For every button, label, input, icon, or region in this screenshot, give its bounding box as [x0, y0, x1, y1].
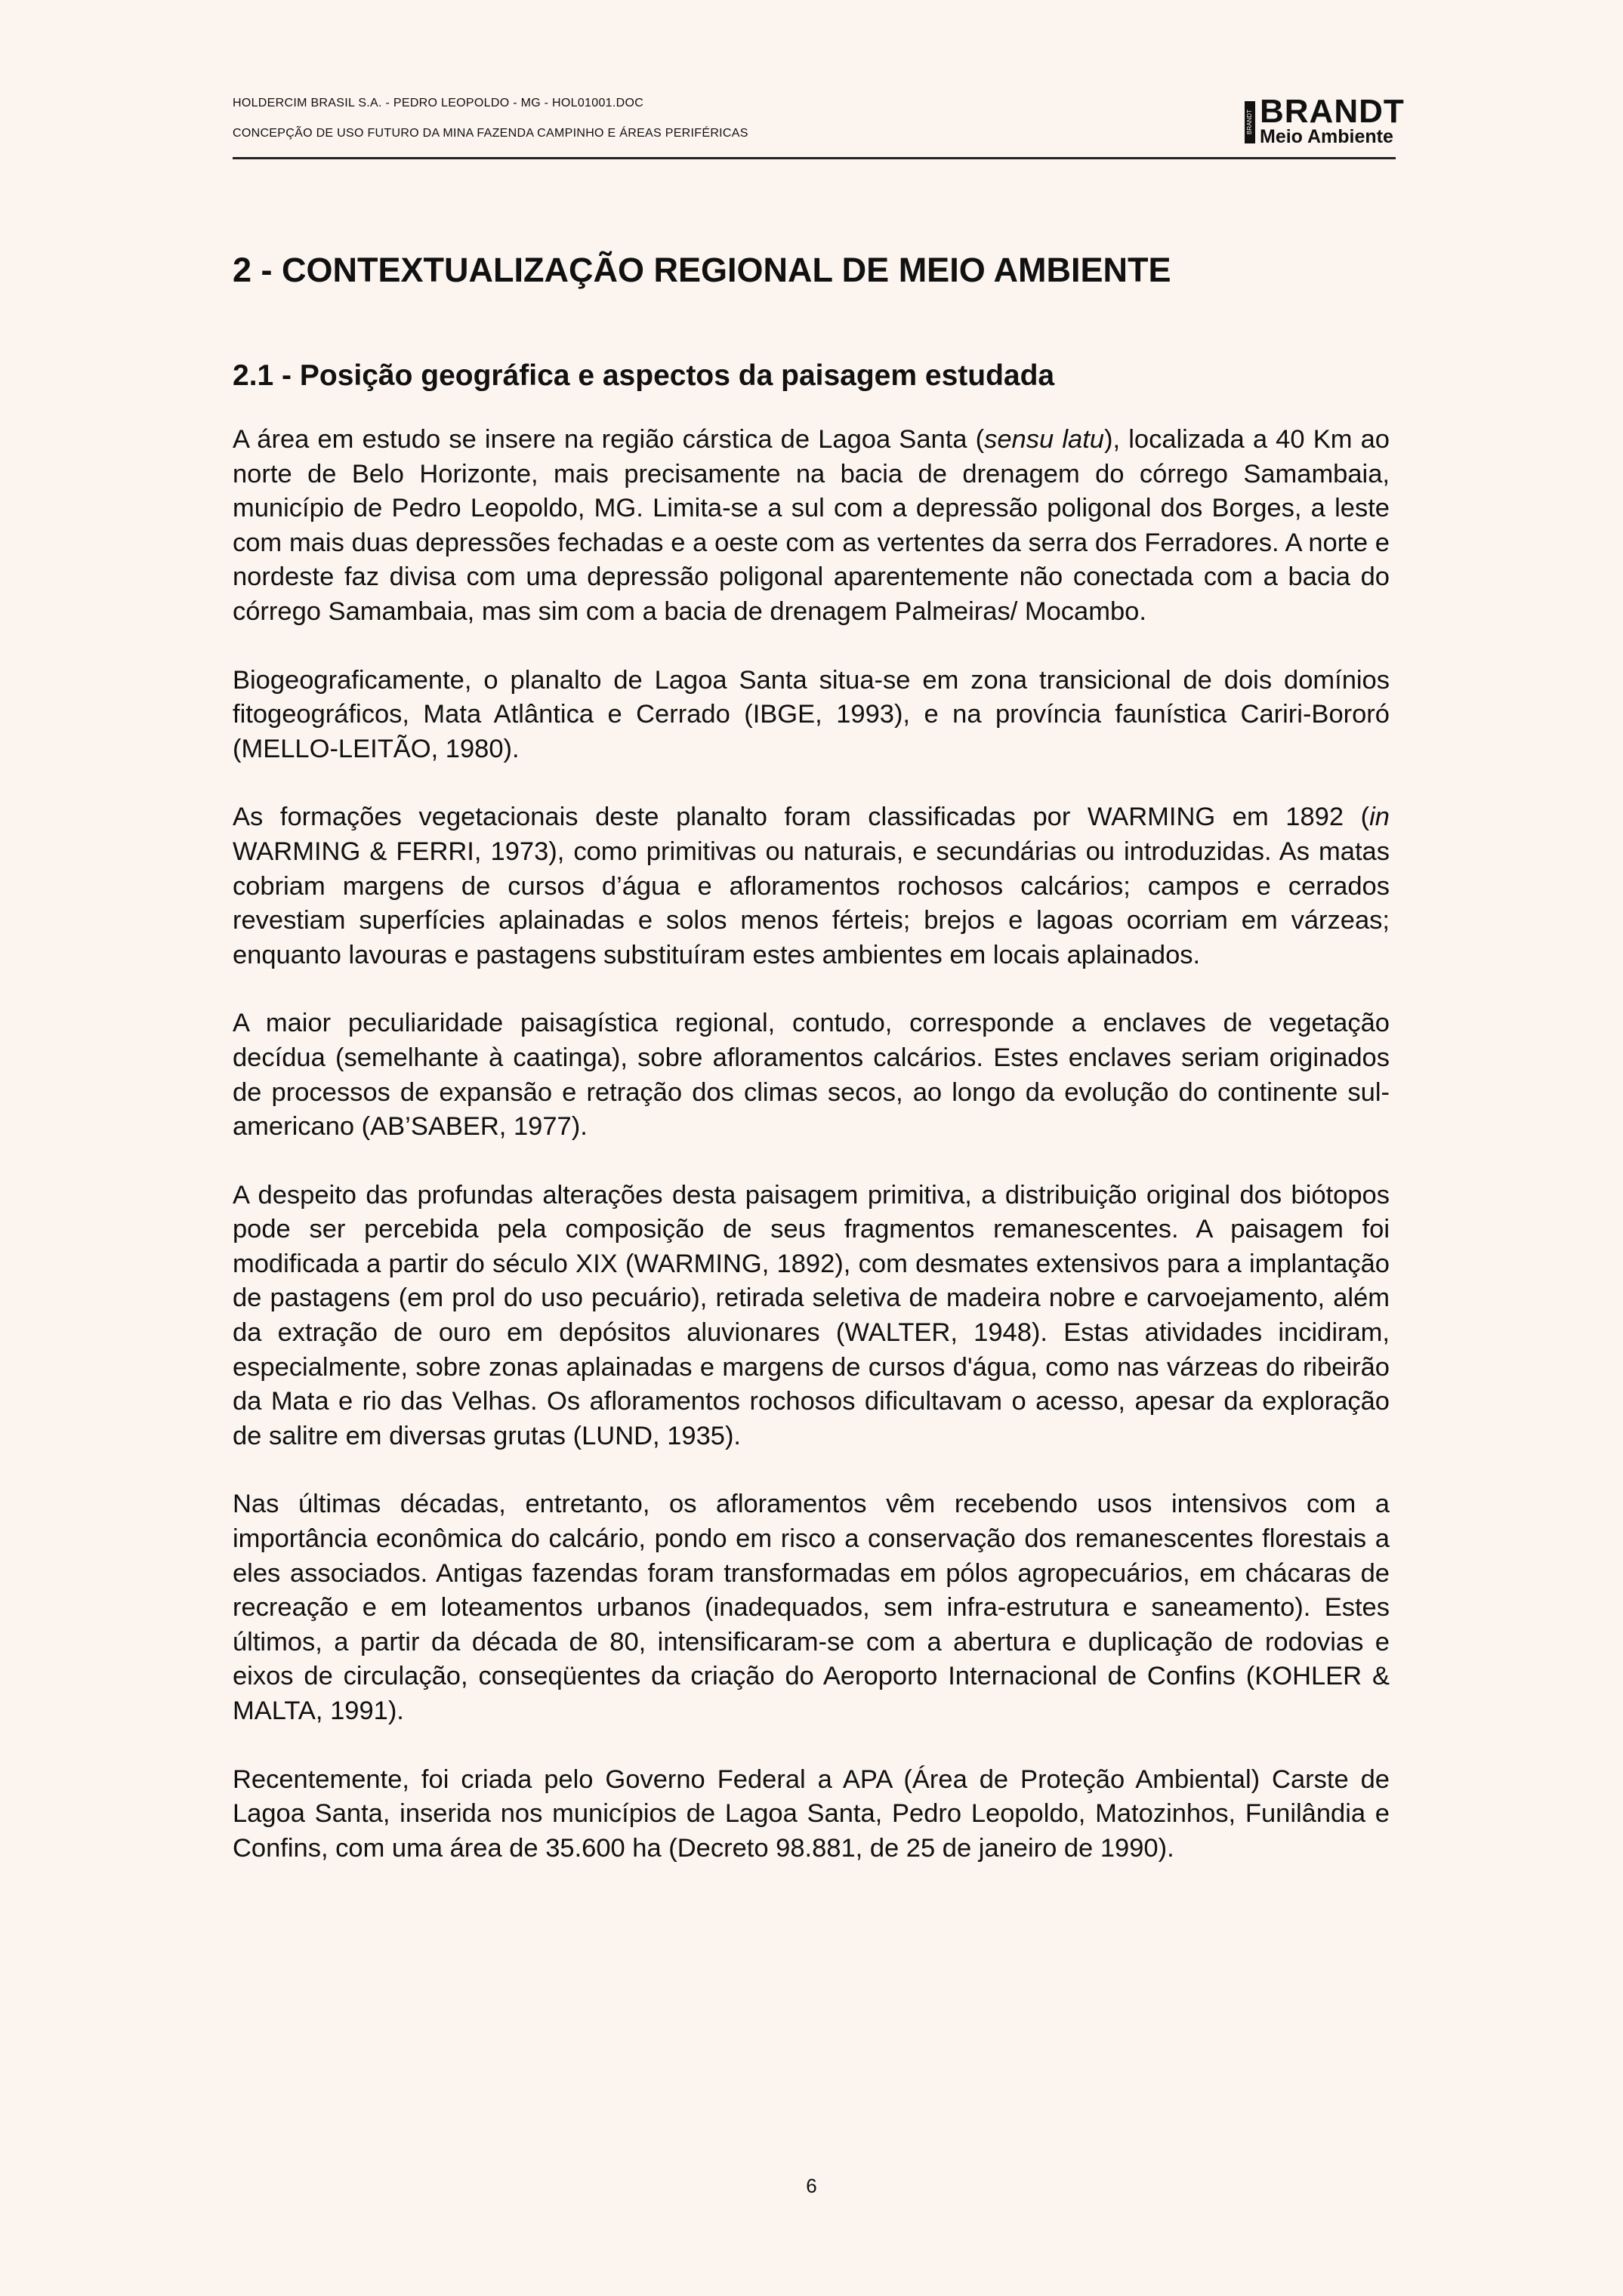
brandt-logo [1245, 93, 1405, 147]
paragraph-1-text-b: ), localizada a 40 Km ao norte de Belo Horizonte, mais precisamente na bacia de drenagem do córrego Samambaia, município de Pedro Leopoldo, MG. Limita-se a sul com a depressão poligonal dos Borges, a leste com mais duas depressões fechadas e a oeste com as vertentes da serra dos Ferradores. A norte e nordeste faz divisa com uma depressão poligonal aparentemente não conectada com a bacia do córrego Samambaia, mas sim com a bacia de drenagem Palmeiras/ Mocambo. [233, 425, 1390, 626]
header-project-title: CONCEPÇÃO DE USO FUTURO DA MINA FAZENDA CAMPINHO E ÁREAS PERIFÉRICAS [233, 127, 748, 140]
section-heading: 2.1 - Posição geográfica e aspectos da paisagem estudada [233, 359, 1055, 392]
logo-brand-text: BRANDT [1260, 93, 1405, 130]
paragraph-1-emphasis: sensu latu [984, 425, 1104, 454]
paragraph-6: Nas últimas décadas, entretanto, os afloramentos vêm recebendo usos intensivos com a importância econômica do calcário, pondo em risco a conservação dos remanescentes florestais a eles associados. Antigas fazendas foram transformadas em pólos agropecuários, em chácaras de recreação e em loteamentos urbanos (inadequados, sem infra-estrutura e saneamento). Estes últimos, a partir da década de 80, intensificaram-se com a abertura e duplicação de rodovias e eixos de circulação, conseqüentes da criação do Aeroporto Internacional de Confins (KOHLER & MALTA, 1991). [233, 1490, 1390, 1725]
paragraph-1 [233, 423, 1390, 630]
logo-subtitle: Meio Ambiente [1260, 126, 1393, 147]
page-header [233, 93, 1405, 159]
paragraph-2: Biogeograficamente, o planalto de Lagoa Santa situa-se em zona transicional de dois domínios fitogeográficos, Mata Atlântica e Cerrado (IBGE, 1993), e na província faunística Cariri-Bororó (MELLO-LEITÃO, 1980). [233, 665, 1390, 763]
header-document-reference: HOLDERCIM BRASIL S.A. - PEDRO LEOPOLDO - MG - HOL01001.DOC [233, 97, 644, 109]
logo-side-strip: BRANDT [1245, 101, 1255, 143]
paragraph-5: A despeito das profundas alterações desta paisagem primitiva, a distribuição original dos biótopos pode ser percebida pela composição de seus fragmentos remanescentes. A paisagem foi modificada a partir do século XIX (WARMING, 1892), com desmates extensivos para a implantação de pastagens (em prol do uso pecuário), retirada seletiva de madeira nobre e carvoejamento, além da extração de ouro em depósitos aluvionares (WALTER, 1948). Estas atividades incidiram, especialmente, sobre zonas aplainadas e margens de cursos d'água, como nas várzeas do ribeirão da Mata e rio das Velhas. Os afloramentos rochosos dificultavam o acesso, apesar da exploração de salitre em diversas grutas (LUND, 1935). [233, 1180, 1390, 1450]
page-number: 6 [806, 2174, 817, 2197]
paragraph-3-text-b: WARMING & FERRI, 1973), como primitivas ou naturais, e secundárias ou introduzidas. As matas cobriam margens de cursos d’água e afloramentos rochosos calcários; campos e cerrados revestiam superfícies aplainadas e solos menos férteis; brejos e lagoas ocorriam em várzeas; enquanto lavouras e pastagens substituíram estes ambientes em locais aplainados. [233, 837, 1390, 969]
chapter-title: 2 - CONTEXTUALIZAÇÃO REGIONAL DE MEIO AMBIENTE [233, 251, 1171, 289]
paragraph-3 [233, 800, 1390, 972]
page-content [233, 249, 1390, 1866]
paragraph-4: A maior peculiaridade paisagística regional, contudo, corresponde a enclaves de vegetação decídua (semelhante à caatinga), sobre afloramentos calcários. Estes enclaves seriam originados de processos de expansão e retração dos climas secos, ao longo da evolução do continente sul-americano (AB’SABER, 1977). [233, 1009, 1390, 1142]
paragraph-7: Recentemente, foi criada pelo Governo Federal a APA (Área de Proteção Ambiental) Carste de Lagoa Santa, inserida nos municípios de Lagoa Santa, Pedro Leopoldo, Matozinhos, Funilândia e Confins, com uma área de 35.600 ha (Decreto 98.881, de 25 de janeiro de 1990). [233, 1764, 1390, 1863]
paragraph-3-emphasis: in [1369, 803, 1390, 832]
paragraph-1-text-a: A área em estudo se insere na região cárstica de Lagoa Santa ( [233, 425, 985, 454]
paragraph-3-text-a: As formações vegetacionais deste planalto foram classificadas por WARMING em 1892 ( [233, 803, 1370, 832]
